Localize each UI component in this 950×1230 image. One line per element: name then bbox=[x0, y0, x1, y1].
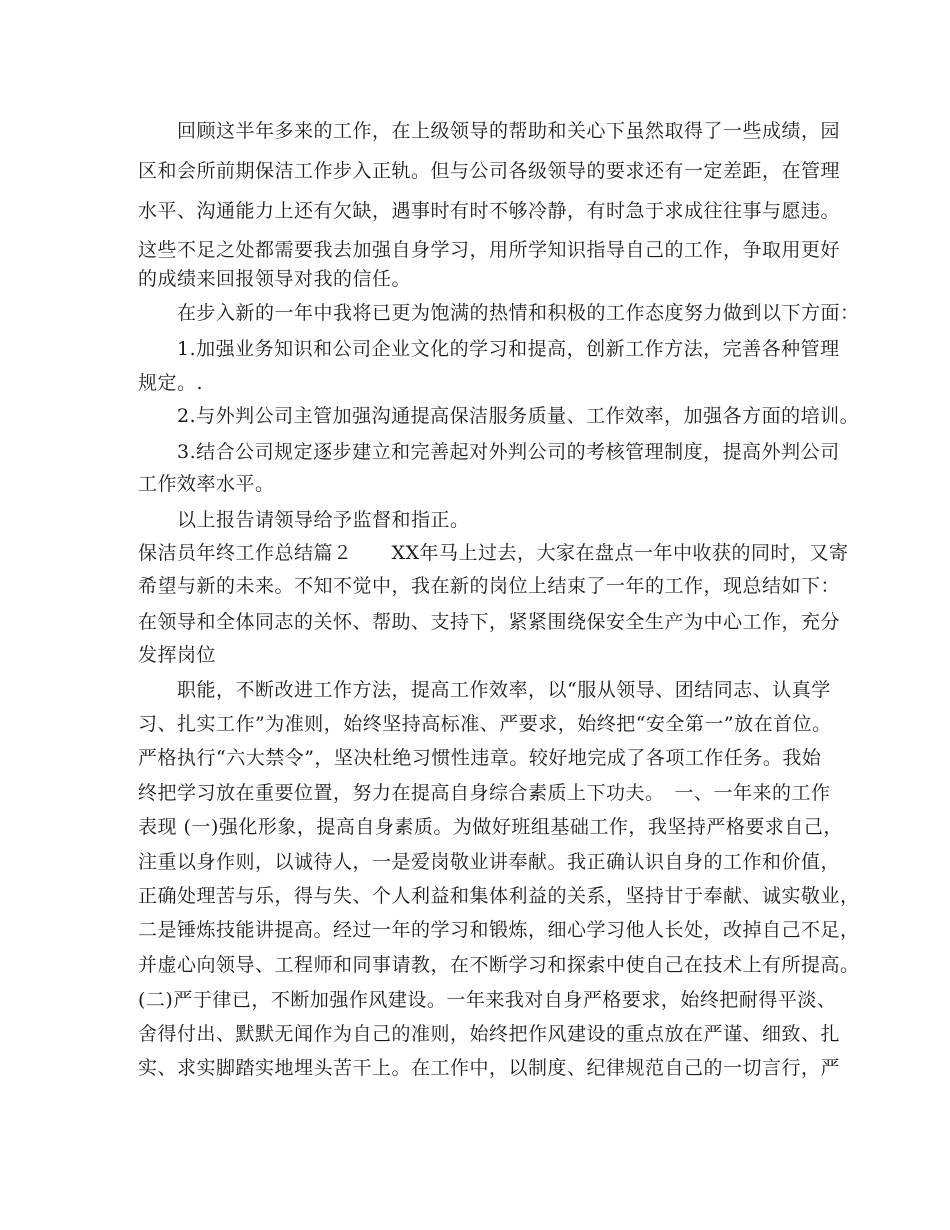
text-line: 的成绩来回报领导对我的信任。 bbox=[138, 268, 412, 290]
text-line: 发挥岗位 bbox=[138, 644, 217, 666]
text-line: 规定。. bbox=[138, 372, 204, 394]
text-line: 舍得付出、默默无闻作为自己的准则，始终把作风建设的重点放在严谨、细致、扎 bbox=[138, 1023, 841, 1045]
text-line: 希望与新的未来。不知不觉中，我在新的岗位上结束了一年的工作，现总结如下： bbox=[138, 575, 841, 597]
text-line: 水平、沟通能力上还有欠缺，遇事时有时不够冷静，有时急于求成往往事与愿违。 bbox=[138, 200, 841, 222]
text-line: 二是锤炼技能讲提高。经过一年的学习和锻炼，细心学习他人长处，改掉自己不足， bbox=[138, 919, 860, 941]
text-line: 在步入新的一年中我将已更为饱满的热情和积极的工作态度努力做到以下方面： bbox=[177, 302, 860, 324]
text-line: 在领导和全体同志的关怀、帮助、支持下，紧紧围绕保安全生产为中心工作，充分 bbox=[138, 611, 841, 633]
text-line: 表现 (一)强化形象，提高自身素质。为做好班组基础工作，我坚持严格要求自己， bbox=[138, 816, 843, 838]
text-line: 注重以身作则，以诚待人，一是爱岗敬业讲奉献。我正确认识自身的工作和价值， bbox=[138, 851, 841, 873]
text-line: 3.结合公司规定逐步建立和完善起对外判公司的考核管理制度，提高外判公司 bbox=[177, 441, 840, 463]
text-line: 以上报告请领导给予监督和指正。 bbox=[177, 509, 470, 531]
text-line: 这些不足之处都需要我去加强自身学习，用所学知识指导自己的工作，争取用更好 bbox=[138, 239, 841, 261]
text-line: 并虚心向领导、工程师和同事请教，在不断学习和探索中使自己在技术上有所提高。 bbox=[138, 954, 860, 976]
text-line: 实、求实脚踏实地埋头苦干上。在工作中，以制度、纪律规范自己的一切言行，严 bbox=[138, 1057, 841, 1079]
text-line: 2.与外判公司主管加强沟通提高保洁服务质量、工作效率，加强各方面的培训。 bbox=[177, 405, 860, 427]
text-line: 回顾这半年多来的工作，在上级领导的帮助和关心下虽然取得了一些成绩，园 bbox=[177, 120, 841, 142]
text-line: 习、扎实工作”为准则，始终坚持高标准、严要求，始终把“安全第一”放在首位。 bbox=[138, 713, 832, 735]
text-line: 终把学习放在重要位置，努力在提高自身综合素质上下功夫。 一、一年来的工作 bbox=[138, 782, 831, 804]
text-line: (二)严于律已，不断加强作风建设。一年来我对自身严格要求，始终把耐得平淡、 bbox=[138, 989, 837, 1011]
text-line: 严格执行“六大禁令”，坚决杜绝习惯性违章。较好地完成了各项工作任务。我始 bbox=[138, 747, 822, 769]
text-line: 区和会所前期保洁工作步入正轨。但与公司各级领导的要求还有一定差距，在管理 bbox=[138, 160, 841, 182]
text-line: 工作效率水平。 bbox=[138, 473, 275, 495]
text-line: 职能，不断改进工作方法，提高工作效率，以“服从领导、团结同志、认真学 bbox=[177, 679, 831, 701]
text-line: 1.加强业务知识和公司企业文化的学习和提高，创新工作方法，完善各种管理 bbox=[177, 338, 840, 360]
text-line: 保洁员年终工作总结篇２ XX年马上过去，大家在盘点一年中收获的同时，又寄 bbox=[138, 542, 849, 564]
text-line: 正确处理苦与乐，得与失、个人利益和集体利益的关系，坚持甘于奉献、诚实敬业， bbox=[138, 885, 860, 907]
